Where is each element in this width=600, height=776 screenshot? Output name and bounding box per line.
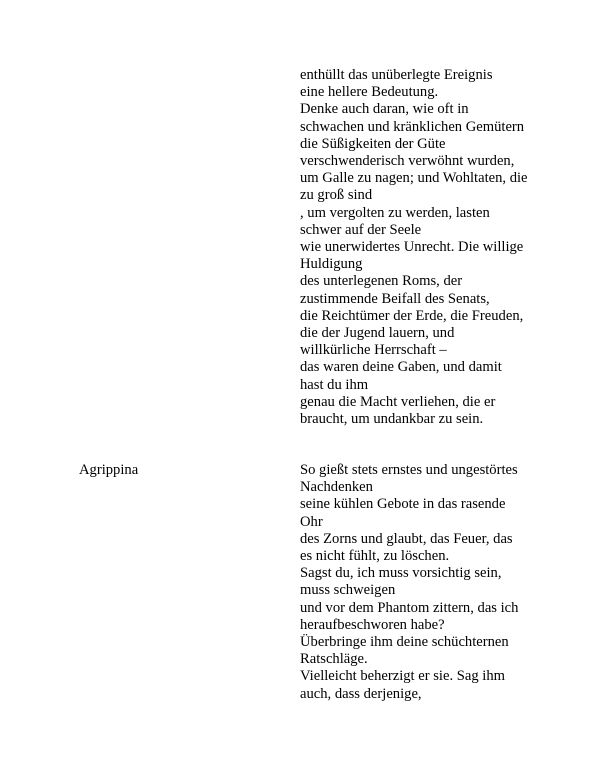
- verse-text-1: [300, 67, 528, 428]
- verse-line: Vielleicht beherzigt er sie. Sag ihm auch, dass derjenige,: [300, 668, 505, 702]
- verse-line: eine hellere Bedeutung.: [300, 84, 439, 101]
- verse-line: Überbringe ihm deine schüchternen Ratschläge.: [300, 634, 509, 668]
- verse-line: So gießt stets ernstes und ungestörtes Nachdenken: [300, 462, 518, 496]
- verse-line: die Süßigkeiten der Güte: [300, 135, 446, 152]
- verse-line: des unterlegenen Roms, der zustimmende Beifall des Senats,: [300, 273, 490, 307]
- verse-line: das waren deine Gaben, und damit hast du ihm: [300, 359, 502, 393]
- verse-line: und vor dem Phantom zittern, das ich heraufbeschworen habe?: [300, 599, 519, 633]
- verse-line: enthüllt das unüberlegte Ereignis: [300, 67, 493, 83]
- speaker-name: Agrippina: [79, 462, 139, 478]
- verse-line: , um vergolten zu werden, lasten schwer auf der Seele: [300, 204, 490, 238]
- verse-line: Denke auch daran, wie oft in schwachen und kränklichen Gemütern: [300, 101, 525, 135]
- verse-line: die Reichtümer der Erde, die Freuden,: [300, 307, 524, 324]
- verse-text-2: [300, 462, 528, 703]
- verse-line: wie unerwidertes Unrecht. Die willige Huldigung: [300, 239, 524, 273]
- verse-line: des Zorns und glaubt, das Feuer, das es nicht fühlt, zu löschen.: [300, 530, 513, 565]
- verse-line: die der Jugend lauern, und willkürliche Herrschaft –: [300, 325, 455, 359]
- verse-line: genau die Macht verliehen, die er braucht, um undankbar zu sein.: [300, 393, 496, 428]
- verse-line: Sagst du, ich muss vorsichtig sein, muss schweigen: [300, 565, 502, 599]
- verse-line: verschwenderisch verwöhnt wurden,: [300, 153, 515, 170]
- verse-line: um Galle zu nagen; und Wohltaten, die zu groß sind: [300, 170, 528, 204]
- verse-line: seine kühlen Gebote in das rasende Ohr: [300, 496, 506, 530]
